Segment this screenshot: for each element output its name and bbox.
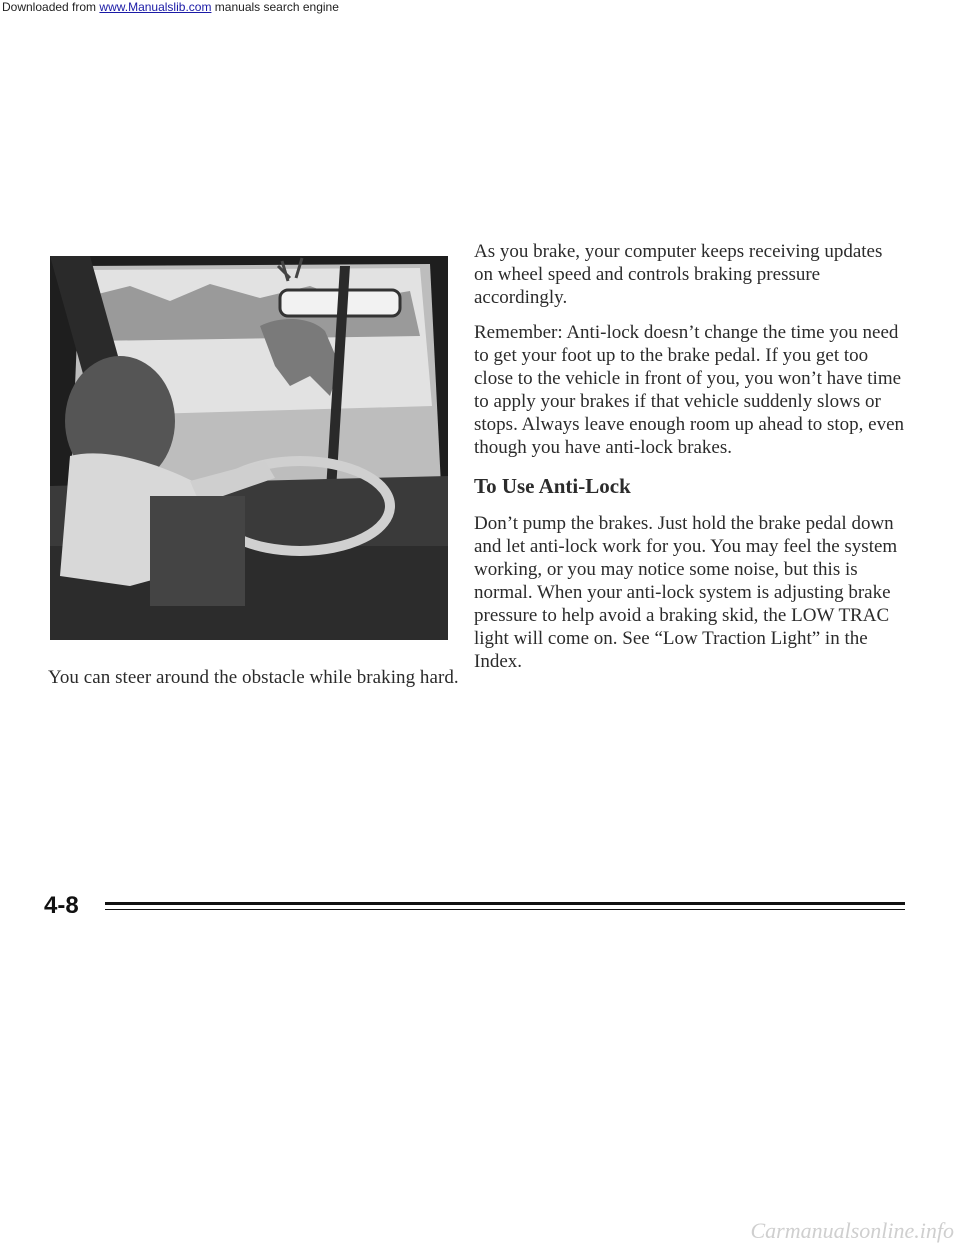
footer-rule-thick: [105, 902, 905, 905]
footer-rule-thin: [105, 909, 905, 910]
paragraph-use-antilock: Don’t pump the brakes. Just hold the brake pedal down and let anti-lock work for you. You may feel the system working, or you may notice some noise, but this is normal. When your anti-lock system is adjusting brake pressure to help avoid a braking skid, the LOW TRAC light will come on. See “Low Traction Light” in the Index.: [474, 513, 898, 672]
section-heading: To Use Anti-Lock: [474, 474, 631, 498]
paragraph-updates: As you brake, your computer keeps receiving updates on wheel speed and controls braking pressure accordingly.: [474, 241, 883, 308]
page-number: 4-8: [44, 892, 79, 919]
banner-suffix: manuals search engine: [214, 0, 339, 14]
download-source-banner: [2, 0, 339, 14]
main-text-column: [474, 240, 906, 685]
driver-deer-illustration: [50, 256, 448, 640]
illustration-drawing: [50, 256, 448, 640]
paragraph-remember: Remember: Anti-lock doesn’t change the time you need to get your foot up to the brake pedal. If you get too close to the vehicle in front of you, you won’t have time to apply your brakes if that vehicle suddenly slows or stops. Always leave enough room up ahead to stop, even though you have anti-lock brakes.: [474, 322, 905, 458]
illustration-caption: You can steer around the obstacle while braking hard.: [48, 667, 459, 688]
banner-prefix: Downloaded from: [2, 0, 97, 14]
site-watermark: Carmanualsonline.info: [750, 1218, 954, 1243]
manualslib-link[interactable]: www.Manualslib.com: [99, 0, 212, 14]
